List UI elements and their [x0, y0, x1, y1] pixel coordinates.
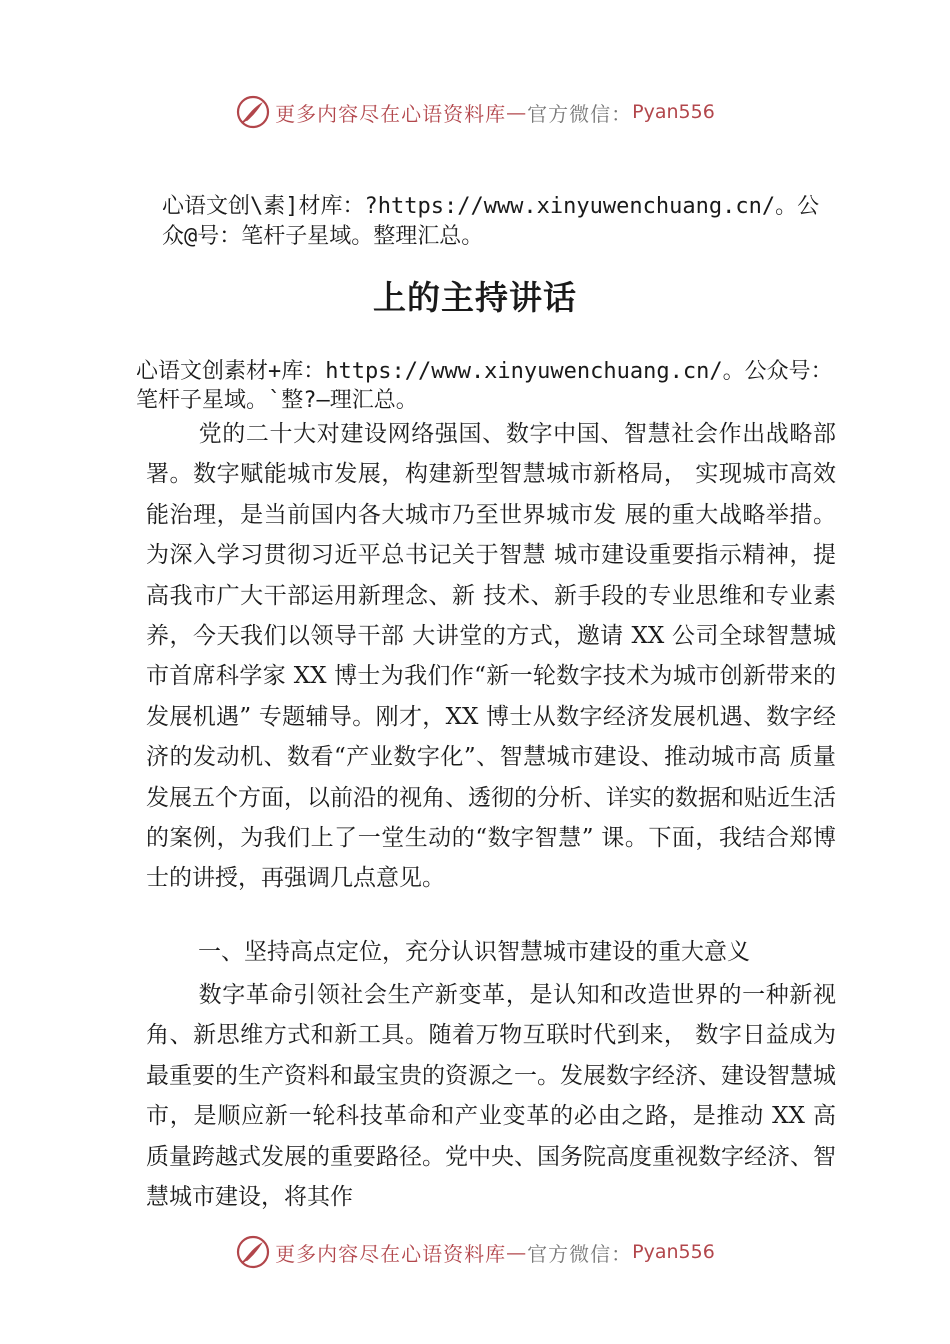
header-banner [0, 94, 950, 130]
banner-separator: — [506, 1240, 528, 1264]
banner-sub-text: 官方微信： [527, 101, 633, 126]
brush-logo-icon [235, 94, 271, 130]
paragraph-text: 党的二十大对建设网络强国、数字中国、智慧社会作出战略部署。数字赋能城市发展，构建新型智慧城市新格局， 实现城市高效能治理，是当前国内各大城市乃至世界城市发 展的重大战略举措。为深入学习贯彻习近平总书记关于智慧 城市建设重要指示精神，提高我市广大干部运用新理念、新 技术、新手段的专业思维和专业素养，今天我们以领导干部 大讲堂的方式，邀请 XX 公司全球智慧城市首席科学家 XX 博士为我们作“新一轮数字技术为城市创新带来的发展机遇” 专题辅导。刚才，XX 博士从数字经济发展机遇、数字经济的发动机、数看“产业数字化”、智慧城市建设、推动城市高 质量发展五个方面，以前沿的视角、透彻的分析、详实的数据和贴近生活的案例，为我们上了一堂生动的“数字智慧” 课。下面，我结合郑博士的讲授，再强调几点意见。 [146, 421, 836, 892]
footer-banner [0, 1234, 950, 1270]
banner-main-text: 更多内容尽在心语资料库 [275, 1241, 507, 1266]
banner-main-text: 更多内容尽在心语资料库 [275, 101, 507, 126]
banner-wechat-id: Pyan556 [632, 1241, 715, 1263]
watermark-note-2-line-1: 心语文创素材+库：https://www.xinyuwenchuang.cn/。公众号： [136, 359, 833, 384]
document-title: 上的主持讲话 [373, 278, 577, 317]
banner-separator: — [506, 100, 528, 124]
paragraph-text: 数字革命引领社会生产新变革，是认知和改造世界的一种新视角、新思维方式和新工具。随着万物互联时代到来， 数字日益成为最重要的生产资料和最宝贵的资源之一。发展数字经济、建设智慧城市，是顺应新一轮科技革命和产业变革的必由之路，是推动 XX 高质量跨越式发展的重要路径。党中央、国务院高度重视数字经济、智慧城市建设，将其作 [146, 982, 836, 1211]
watermark-note-1-line-2: 众@号：笔杆子星域。整理汇总。 [162, 224, 484, 249]
paragraph-text: 一、坚持高点定位，充分认识智慧城市建设的重大意义 [198, 939, 750, 965]
watermark-note-1-line-1: 心语文创\素]材库：?https://www.xinyuwenchuang.cn/。公 [162, 194, 820, 219]
body-paragraph-2 [146, 975, 836, 1217]
banner-wechat-id: Pyan556 [632, 101, 715, 123]
banner-sub-text: 官方微信： [527, 1241, 633, 1266]
body-paragraph-1 [146, 414, 836, 899]
brush-logo-icon [235, 1234, 271, 1270]
section-heading-1 [146, 932, 836, 972]
watermark-note-2-line-2: 笔杆子星域。`整?—理汇总。 [136, 388, 418, 413]
